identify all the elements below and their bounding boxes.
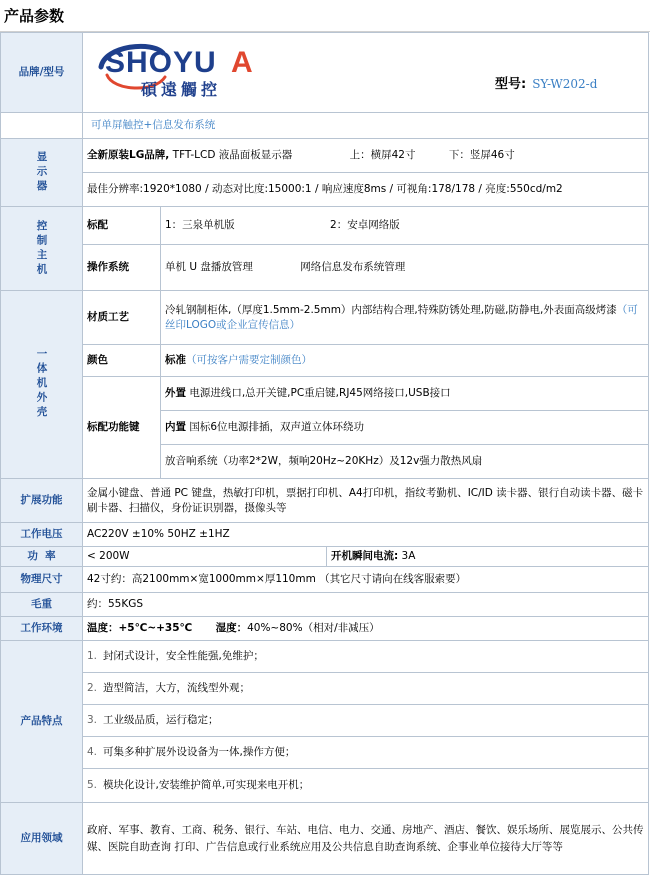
features-label: 产品特点: [1, 641, 83, 803]
display-brand: 全新原装LG品牌,: [87, 149, 170, 161]
weight-label: 毛重: [1, 593, 83, 617]
model-value: SY-W202-d: [532, 77, 598, 91]
feature-item: 4. 可集多种扩展外设设备为一体,操作方便；: [83, 737, 649, 769]
voltage-text: AC220V ±10% 50HZ ±1HZ: [83, 523, 649, 547]
model-info: [495, 77, 597, 92]
func-row: 内置 国标6位电源排插，双声道立体环绕功: [161, 411, 649, 445]
svg-text:碩遠觸控: 碩遠觸控: [141, 80, 222, 99]
expand-text: 金属小键盘、普通 PC 键盘，热敏打印机，票据打印机、A4打印机，指纹考勤机、IC/ID 读卡器、银行自动读卡器、磁卡刷卡器、扫描仪，身份证识别器，摄像头等: [83, 479, 649, 523]
display-label: 显示器: [1, 139, 83, 207]
page-title: 产品参数: [0, 0, 650, 32]
display-panel: TFT-LCD 液晶面板显示器: [172, 149, 293, 161]
func-row: 外置 电源进线口,总开关键,PC重启键,RJ45网络接口,USB接口: [161, 377, 649, 411]
power-value: < 200W: [83, 547, 327, 567]
size-text: 42寸约：高2100mm×宽1000mm×厚110mm （其它尺寸请向在线客服索要）: [83, 567, 649, 593]
host-row-name: 标配: [83, 207, 161, 245]
shoyua-logo: [93, 39, 273, 101]
color-value: 标准（可按客户需要定制颜色）: [161, 345, 649, 377]
voltage-label: 工作电压: [1, 523, 83, 547]
host-row-value: 单机 U 盘播放管理 网络信息发布系统管理: [161, 245, 649, 291]
svg-text:SHOYU: SHOYU: [105, 46, 217, 79]
svg-text:A: A: [231, 46, 253, 79]
surge-cell: 开机瞬间电流: 3A: [327, 547, 649, 567]
display-top: 上：横屏42寸: [349, 149, 416, 161]
display-bottom: 下：竖屏46寸: [448, 149, 515, 161]
feature-item: 1. 封闭式设计，安全性能强,免维护；: [83, 641, 649, 673]
display-line2: 最佳分辨率:1920*1080 / 动态对比度:15000:1 / 响应速度8ms / 可视角:178/178 / 亮度:550cd/m2: [83, 173, 649, 207]
material-value: 冷轧钢制柜体,（厚度1.5mm-2.5mm）内部结构合理,特殊防锈处理,防磁,防静电,外表面高级烤漆（可丝印LOGO或企业宣传信息）: [161, 291, 649, 345]
display-line1: [83, 139, 649, 173]
power-label: 功 率: [1, 547, 83, 567]
func-row: 放音响系统（功率2*2W，频响20Hz~20KHz）及12v强力散热风扇: [161, 445, 649, 479]
host-row-name: 操作系统: [83, 245, 161, 291]
body-label: 一体机外壳: [1, 291, 83, 479]
color-name: 颜色: [83, 345, 161, 377]
brand-label: 品牌/型号: [1, 33, 83, 113]
model-label: 型号:: [495, 77, 527, 92]
product-subtitle: 可单屏触控+信息发布系统: [83, 113, 649, 139]
host-label: 控制主机: [1, 207, 83, 291]
weight-text: 约：55KGS: [83, 593, 649, 617]
application-text: 政府、军事、教育、工商、税务、银行、车站、电信、电力、交通、房地产、酒店、餐饮、娱乐场所、展览展示、公共传媒、医院自助查询 打印、广告信息或行业系统应用及公共信息自助查询系统、企事业单位接待大厅等等: [83, 803, 649, 875]
func-name: 标配功能键: [83, 377, 161, 479]
env-text: 温度：+5℃~+35℃ 湿度：40%~80%（相对/非减压）: [83, 617, 649, 641]
env-label: 工作环境: [1, 617, 83, 641]
application-label: 应用领域: [1, 803, 83, 875]
spec-table: [0, 32, 649, 875]
feature-item: 2. 造型简洁，大方，流线型外观；: [83, 673, 649, 705]
material-name: 材质工艺: [83, 291, 161, 345]
expand-label: 扩展功能: [1, 479, 83, 523]
host-row-value: 1：三泉单机版 2：安卓网络版: [161, 207, 649, 245]
feature-item: 5. 模块化设计,安装维护简单,可实现来电开机；: [83, 769, 649, 803]
brand-cell: [83, 33, 649, 113]
feature-item: 3. 工业级品质，运行稳定；: [83, 705, 649, 737]
size-label: 物理尺寸: [1, 567, 83, 593]
